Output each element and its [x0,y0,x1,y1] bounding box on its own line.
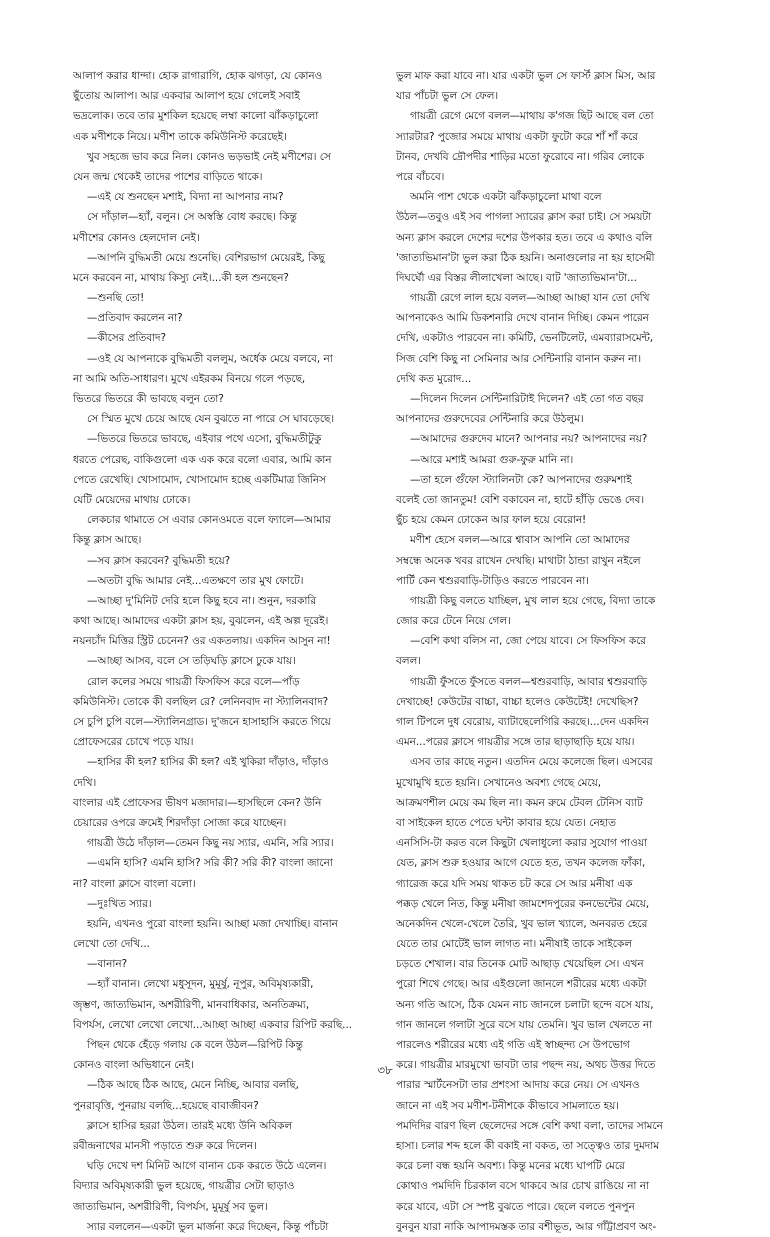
page-number: ৩৮ [377,1063,393,1077]
right-text-line: গান জানলে গলাটা সুরে বসে যায় তেমনি। খুব ভাল খেলতে না [396,1018,653,1031]
right-text-line: গায়ত্রী কিছু বলতে যাচ্ছিল, মুখ লাল হয়ে গেছে, বিদ্যা তাকে [410,594,656,607]
left-text-line: রবীন্দ্রনাথের মানসী পড়াতে শুরু করে দিলেন। [73,1139,257,1152]
right-text-line: ভুল মাফ করা যাবে না। যার একটা ভুল সে ফার্স্ট ক্লাস মিস, আর [396,70,656,82]
right-text-line: বলেই তো জানতুম! বেশি বকাবেন না, হাটে হাঁড়ি ভেঙে দেব। [396,493,645,506]
left-text-line: কথা আছে। আমাদের একটা ক্লাস হয়, বুঝলেন, এই অল্প দূরেই। [73,615,329,628]
left-text-line: —ওই যে আপনাকে বুদ্ধিমতী বললুম, অর্ধেক মেয়ে বলবে, না [87,352,333,365]
right-text-line: করে চলা বন্ধ হয়নি অবশ্য। কিন্তু মনের মধ্যে ঘাপটি মেরে [396,1160,625,1173]
right-text-line: —আমাদের গুরুদেব মানে? আপনার নয়? আপনাদের নয়? [410,433,648,446]
right-text-line: —দিলেন দিলেন সেন্টিনারিটাই দিলেন? এই তো গত বছর [410,393,644,405]
right-text-line: পারার স্মার্টনেসটা তার প্রশংসা আদায় করে নেয়। সে এখনও [396,1079,640,1092]
left-text-line: পিছন থেকে হেঁড়ে গলায় কে বলে উঠল—রিপিট কিন্তু [87,1039,303,1051]
right-text-line: যার পাঁচটা ভুল সে ফেল। [396,90,499,103]
right-text-line: অনেকদিন খেলে-খেলে তৈরি, খুব ভাল খ্যালে, অনবরত হেরে [396,917,648,930]
left-text-line: দেখি। [73,776,97,789]
right-text-line: চড়তে শেখাল। বার তিনেক মোট আছাড় খেয়েছিল সে। এখন [396,958,644,971]
left-text-line: লেকচার থামাতে সে এবার কোনওমতে বলে ফ্যালে—আমার [87,514,331,527]
right-text-line: পার্টি কেন শ্বশুরবাড়ি-টাড়িও করতে পারবেন না। [396,574,589,587]
left-text-line: বিপর্যস, লেখো লেখো লেখো...আচ্ছা আচ্ছা একবার রিপিট করছি... [73,1018,353,1031]
right-text-line: উঠল—তবুও এই সব পাগলা স্যারের ক্লাস করা চাই। সে সময়টা [396,211,652,224]
left-text-line: এক মণীশকে নিয়ে। মণীশ তাকে কমিউনিস্ট করেছেই। [73,130,287,143]
right-text-line: গায়ত্রী রেগে মেগে বলল—মাথায় ক'গজ ছিট আছে বল তো [410,110,654,123]
right-text-line: এসব তার কাছে নতুন। এতদিন মেয়ে কলেজে ছিল। এসবের [410,756,653,769]
left-text-line: পুনরাবৃত্তি, পুনরায় বলছি...হয়েছে বাবাজীবন? [73,1099,259,1112]
left-text-line: স্যার বললেন—একটা ভুল মার্জনা করে দিচ্ছেন, কিন্তু পাঁচটা [87,1220,329,1233]
right-text-line: জানে না এই সব মণীশ-টনীশকে কীভাবে সামলাতে হয়। [396,1099,619,1112]
left-text-line: মণীশের কোনও হেলদোল নেই। [73,231,200,244]
left-text-line: —ঠিক আছে ঠিক আছে, মেনে নিচ্ছি, আবার বলছি, [87,1079,299,1092]
right-text-line: আপনাকেও আমি ডিকশনারি দেখে বানান দিচ্ছি। কেমন পারেন [396,312,649,325]
left-text-line: —হ্যাঁ বানান। লেখো মধুসূদন, মুমূর্ষু, নূপুর, অবিমৃষ্যকারী, [87,978,314,991]
left-text-line: —বানান? [87,958,128,971]
left-text-line: যেটি মেয়েদের মাথায় ঢোকে। [73,493,191,506]
left-text-line: গায়ত্রী উঠে দাঁড়াল—তেমন কিছু নয় স্যার, এমনি, সরি স্যার। [87,837,334,850]
left-text-line: —আপনি বুদ্ধিমতী মেয়ে শুনেছি। বেশিরভাগ মেয়েরই, কিছু [87,251,325,264]
left-text-line: ধরতে পেরেছ, বাকিগুলো এক এক করে বলো এবার, আমি কান [73,453,332,466]
left-text-line: রোল কলের সময়ে গায়ত্রী ফিসফিস করে বলে—পাঁড় [87,675,300,688]
right-text-line: —তা হলে গুঁফো স্ট্যালিনটা কে? আপনাদের গুরুমশাই [410,473,632,486]
right-text-line: টানব, দেখবি দ্রৌপদীর শাড়ির মতো ফুরোবে না। গরিব লোকে [396,150,645,163]
right-text-line: মণীশ হেসে বলল—আরে শ্বাবাস আপনি তো আমাদের [410,534,630,547]
left-text-line: যেন জন্ম থেকেই তাদের পাশের বাড়িতে থাকে। [73,170,263,183]
right-text-line: গায়ত্রী ফুঁসতে ফুঁসতে বলল—শ্বশুরবাড়ি, আবার শ্বশুরবাড়ি [410,675,648,688]
left-text-line: —অতটা বুদ্ধি আমার নেই...এতক্ষণে তার মুখ ফোটে। [87,574,304,587]
right-text-line: পক্কড় খেলে নিত, কিন্তু মনীষা জামশেদপুরের কনভেন্টের মেয়ে, [396,897,650,910]
right-text-line: এনসিসি-টা করত বলে কিছুটা খেলাধুলো করার সুযোগ পাওয়া [396,837,647,850]
right-text-line: ছুঁচ হয়ে কেমন ঢোকেন আর ফাল হয়ে বেরোন! [396,514,587,527]
left-text-line: নয়নচাঁদ মিত্তির স্ট্রিট চেনেন? ওর একতলায়। একদিন আসুন না! [73,635,331,648]
right-text-line: অন্য গতি আসে, ঠিক যেমন নাচ জানলে চলাটা ছন্দে বসে যায়, [396,998,654,1011]
right-text-line: করে যাবে, এটা সে স্পষ্ট বুঝতে পারে। ছেলে বলতে পুনপুন [396,1200,635,1213]
right-text-line: যেতে তার মোটেই ভাল লাগত না। মনীষাই তাকে সাইকেল [396,938,632,951]
left-text-line: লেখো তো দেখি... [73,938,150,951]
right-text-line: —আরে মশাই আমরা গুরু-ফুরু মানি না। [410,453,574,466]
left-text-line: —শুনছি তো! [87,292,145,305]
right-text-line: আপনাদের গুরুদেবের সেন্টিনারি করে উঠলুম। [396,413,584,426]
left-text-line: ছুঁতোয় আলাপ। আর একবার আলাপ হয়ে গেলেই সবাই [73,90,300,103]
left-text-line: সে চুপি চুপি বলে—স্ট্যালিনগ্রাড। দু'জনে হাসাহাসি করতে গিয়ে [73,716,331,728]
right-text-line: 'জাত্যভিমান'টা ভুল করা ঠিক হয়নি। অনাগুলোর না হয় হাসেমী [396,251,655,264]
left-text-line: সে স্মিত মুখে চেয়ে আছে যেন বুঝতে না পারে সে ঘাবড়েছে। [87,413,335,426]
right-text-line: এমন...পরের ক্লাসে গায়ত্রীর সঙ্গে তার ছাড়াছাড়ি হয়ে যায়। [396,736,635,749]
right-text-line: —বেশি কথা বলিস না, জো পেয়ে যাবে। সে ফিসফিস করে [410,635,646,648]
right-text-line: দিঘর্ঘৌ এর বিস্তর লীলাখেলা আছে। বাট 'জাত্যভিমান'টা... [396,271,637,284]
right-text-line: জোর করে টেনে নিয়ে গেল। [396,615,511,628]
left-text-line: ভিতরে ভিতরে কী ভাবছে বলুন তো? [73,393,224,405]
right-text-line: হাসা। চলার শব্দ হলে কী বকাই না বকত, তা সত্ত্বেও তার দুমদাম [396,1139,660,1152]
left-text-line: প্রোফেসরের চোখে পড়ে যায়। [73,736,194,749]
right-text-line: সম্বন্ধে অনেক খবর রাখেন দেখছি। মাথাটা ঠান্ডা রাখুন নইলে [396,554,641,567]
left-text-line: ভদ্রলোক। তবে তার মুশকিল হয়েছে লম্বা কালো ঝাঁকড়াচুলো [73,110,319,123]
right-text-line: গাল টিপলে দুধ বেরোয়, ব্যাটাছেলেগিরি করছে।...দেন একদিন [396,716,649,728]
left-text-line: —প্রতিবাদ করলেন না? [87,312,183,325]
left-text-line: —ভিতরে ভিতরে ভাবছে, এইবার পথে এসো, বুদ্ধিমতীটুকু [87,433,322,446]
left-text-line: জাত্যভিমান, অশরীরিণী, বিপর্যস, মুমূর্ষু সব ভুল। [73,1200,268,1213]
right-text-line: অন্য ক্লাস করলে দেশের দশের উপকার হত। তবে এ কথাও বলি [396,231,653,244]
left-text-line: —এই যে শুনছেন মশাই, বিদ্যা না আপনার নাম? [87,191,284,204]
right-text-line: সিজ বেশি কিছু না সেমিনার আর সেন্টিনারি বানান করুন না। [396,352,642,365]
right-text-line: কোথাও পমদিদি চিরকাল বসে থাকবে আর চোখ রাঙিয়ে না না [396,1180,649,1193]
left-text-line: মনে করবেন না, মাথায় কিস্যু নেই।...কী হল শুনছেন? [73,271,289,284]
left-text-line: —সব ক্লাস করবেন? বুদ্ধিমতী হয়ে? [87,554,231,567]
left-text-line: খুব সহজে ভাব করে নিল। কোনও ভড়ভাই নেই মণীশের। সে [87,150,331,163]
left-text-line: কমিউনিস্ট। তোকে কী বলছিল রে? লেনিনবাদ না স্ট্যালিনবাদ? [73,695,329,708]
right-text-line: দেখি, একটাও পারবেন না। কমিটি, ভেনটিলেট, এমব্যারাসমেন্ট, [396,332,654,345]
right-text-line: পরে বাঁচবে। [396,170,445,183]
left-text-line: —আচ্ছা দু'মিনিট দেরি হলে কিছু হবে না। শুনুন, দরকারি [87,594,317,607]
left-text-line: হয়নি, এখনও পুরো বাংলা হয়নি। আচ্ছা মজা দেখাচ্ছি। বানান [87,917,338,930]
left-text-line: আলাপ করার ধান্দা। হোক রাগারাগি, হোক ঝগড়া, যে কোনও [73,70,323,82]
left-text-line: সে দাঁড়াল—হ্যাঁ, বলুন। সে অস্বস্তি বোধ করছে। কিন্তু [87,211,297,224]
right-text-line: মুখোমুখি হতে হয়নি। সেখানেও অবশ্য গেছে মেয়ে, [396,776,602,789]
right-text-line: করে। গায়ত্রীর মারমুখো ভাবটা তার পছন্দ নয়, অথচ উত্তর দিতে [396,1059,656,1072]
left-text-line: পেতে রেখেছি। খোসামোদ, খোসামোদ হচ্ছে একটিমাত্র জিনিস [73,473,326,486]
right-text-line: আক্রমণশীল মেয়ে কম ছিল না। কমন রুমে টেবল টেনিস ব্যাট [396,796,643,809]
right-text-line: পারলেও শরীরের মধ্যে এই গতি এই স্বাচ্ছন্দ্য সে উপভোগ [396,1039,630,1051]
left-text-line: বাংলার এই প্রোফেসর ভীষণ মজাদার।—হাসছিলে কেন? উনি [73,796,322,809]
right-text-line: অমনি পাশ থেকে একটা ঝাঁকড়াচুলো মাথা বলে [410,191,602,204]
left-text-line: —কীসের প্রতিবাদ? [87,332,166,345]
right-text-line: পমদিদির বারণ ছিল ছেলেদের সঙ্গে বেশি কথা বলা, তাদের সামনে [396,1119,663,1132]
left-text-line: না? বাংলা ক্লাসে বাংলা বলো। [73,877,196,890]
left-text-line: চেয়ারের ওপরে ক্রমেই শিরদাঁড়া সোজা করে যাচ্ছেন। [73,816,287,829]
left-text-line: বিদ্যার অবিমৃষ্যকারী ভুল হয়েছে, গায়ত্রীর সেটা ছাড়াও [73,1180,295,1193]
right-text-line: বলল। [396,655,421,668]
right-text-line: দেখাচ্ছে! কেউটের বাচ্চা, বাচ্চা হলেও কেউটেই! দেখেছিস? [396,695,639,708]
left-text-line: —হাসির কী হল? হাসির কী হল? এই খুকিরা দাঁড়াও, দাঁড়াও [87,756,329,769]
left-text-line: ক্লাসে হাসির হররা উঠল। তারই মধ্যে উনি অবিকল [87,1119,293,1132]
left-text-line: কিন্তু ক্লাস আছে। [73,534,142,547]
left-text-line: কোনও বাংলা অভিধানে নেই। [73,1059,194,1072]
right-text-line: বা সাইকেল হাতে পেতে ঘন্টা কাবার হয়ে যেত। নেহাত [396,816,616,829]
left-text-line: ঘড়ি দেখে দশ মিনিট আগে বানান চেক করতে উঠে এলেন। [87,1160,327,1173]
right-text-line: গায়ত্রী রেগে লাল হয়ে বলল—আচ্ছা আচ্ছা যান তো দেখি [410,292,650,305]
right-text-line: দেখি কত মুরোদ... [396,372,472,385]
left-text-line: —আচ্ছা আসব, বলে সে তড়িঘড়ি ক্লাসে ঢুকে যায়। [87,655,296,668]
left-text-line: —দুঃখিত স্যার। [87,897,152,910]
left-text-line: না আমি অতি-সাধারণ। মুখে এইরকম বিনয়ে গলে পড়ছে, [73,372,306,385]
left-text-line: জৃম্ভণ, জাত্যভিমান, অশরীরিণী, মানবাধিকার, অনতিক্রম্য, [73,998,310,1011]
right-text-line: গ্যারেজ করে যদি সময় থাকত চট করে সে আর মনীষা এক [396,877,633,890]
right-text-line: যেত, ক্লাস শুরু হওয়ার আগে যেতে হত, তখন কলেজ ফাঁকা, [396,857,646,870]
right-text-line: বুনবুন যারা নাকি আপাদমস্তক তার বশীভূত, আর গাঁট্টাপ্রবণ অং- [396,1220,657,1233]
left-text-line: —এমনি হাসি? এমনি হাসি? সরি কী? সরি কী? বাংলা জানো [87,857,333,870]
right-text-line: স্যারটার? পুজোর সময়ে মাথায় একটা ফুটো করে শাঁ শাঁ করে [396,130,638,143]
right-text-line: পুরো শিখে গেছে। আর এইগুলো জানলে শরীরের মধ্যে একটা [396,978,647,991]
